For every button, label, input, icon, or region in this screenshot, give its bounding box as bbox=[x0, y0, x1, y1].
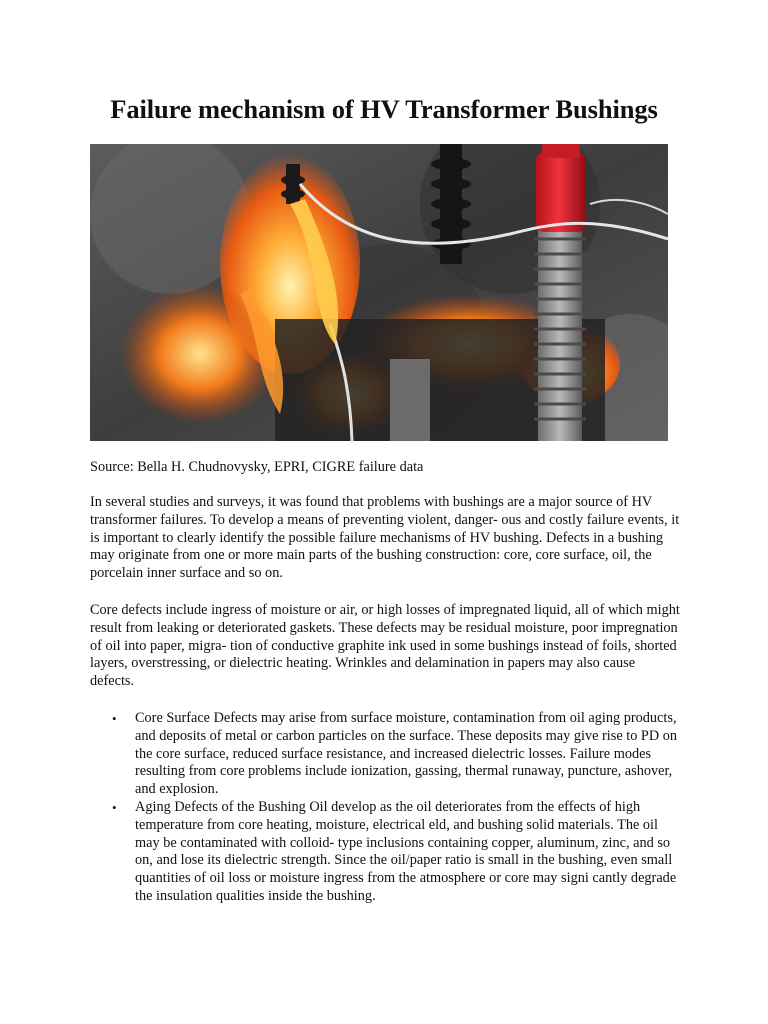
paragraph-core-defects: Core defects include ingress of moisture or air, or high losses of impregnated liquid, all of which might result from leaking or deteriorated gaskets. These defects may be residual moisture, poor impregnation of oil into paper, migra- tion of conductive graphite ink used in some bushings instead of foils, shorted layers, overstressing, or dielectric heating. Wrinkles and delamination in papers may also cause defects. bbox=[90, 602, 680, 690]
bullet-icon: • bbox=[112, 799, 117, 815]
list-item bbox=[90, 710, 683, 799]
list-item-text: Core Surface Defects may arise from surface moisture, contamination from oil aging products, and deposits of metal or carbon particles on the surface. These deposits may give rise to PD on the core surface, reduced surface resistance, and increased dielectric losses. Failure modes resulting from core problems include ionization, gassing, thermal runaway, puncture, ashover, and explosion. bbox=[135, 710, 678, 798]
page-title: Failure mechanism of HV Transformer Bushings bbox=[110, 94, 658, 124]
list-item-text: Aging Defects of the Bushing Oil develop as the oil deteriorates from the effects of high temperature from core heating, moisture, electrical eld, and bushing solid materials. The oil may be contaminated with colloid- type inclusions containing copper, aluminum, zinc, and so on, and lose its dielectric strength. Since the oil/paper ratio is small in the bushing, even small quantities of oil loss or moisture ingress from the atmosphere or core may signi cantly degrade the insulation qualities inside the bushing. bbox=[135, 798, 677, 904]
paragraph-intro: In several studies and surveys, it was found that problems with bushings are a major source of HV transformer failures. To develop a means of preventing violent, danger- ous and costly failure events, it is important to clearly identify the possible failure mechanisms of HV bushing. Defects in a bushing may originate from one or more main parts of the bushing construction: core, core surface, oil, the porcelain inner surface and so on. bbox=[90, 494, 680, 582]
defect-list bbox=[90, 710, 690, 906]
burning-transformer-photo bbox=[90, 144, 668, 441]
image-source-caption: Source: Bella H. Chudnovysky, EPRI, CIGRE failure data bbox=[90, 459, 424, 475]
bullet-icon: • bbox=[112, 711, 117, 726]
list-item bbox=[90, 799, 683, 906]
